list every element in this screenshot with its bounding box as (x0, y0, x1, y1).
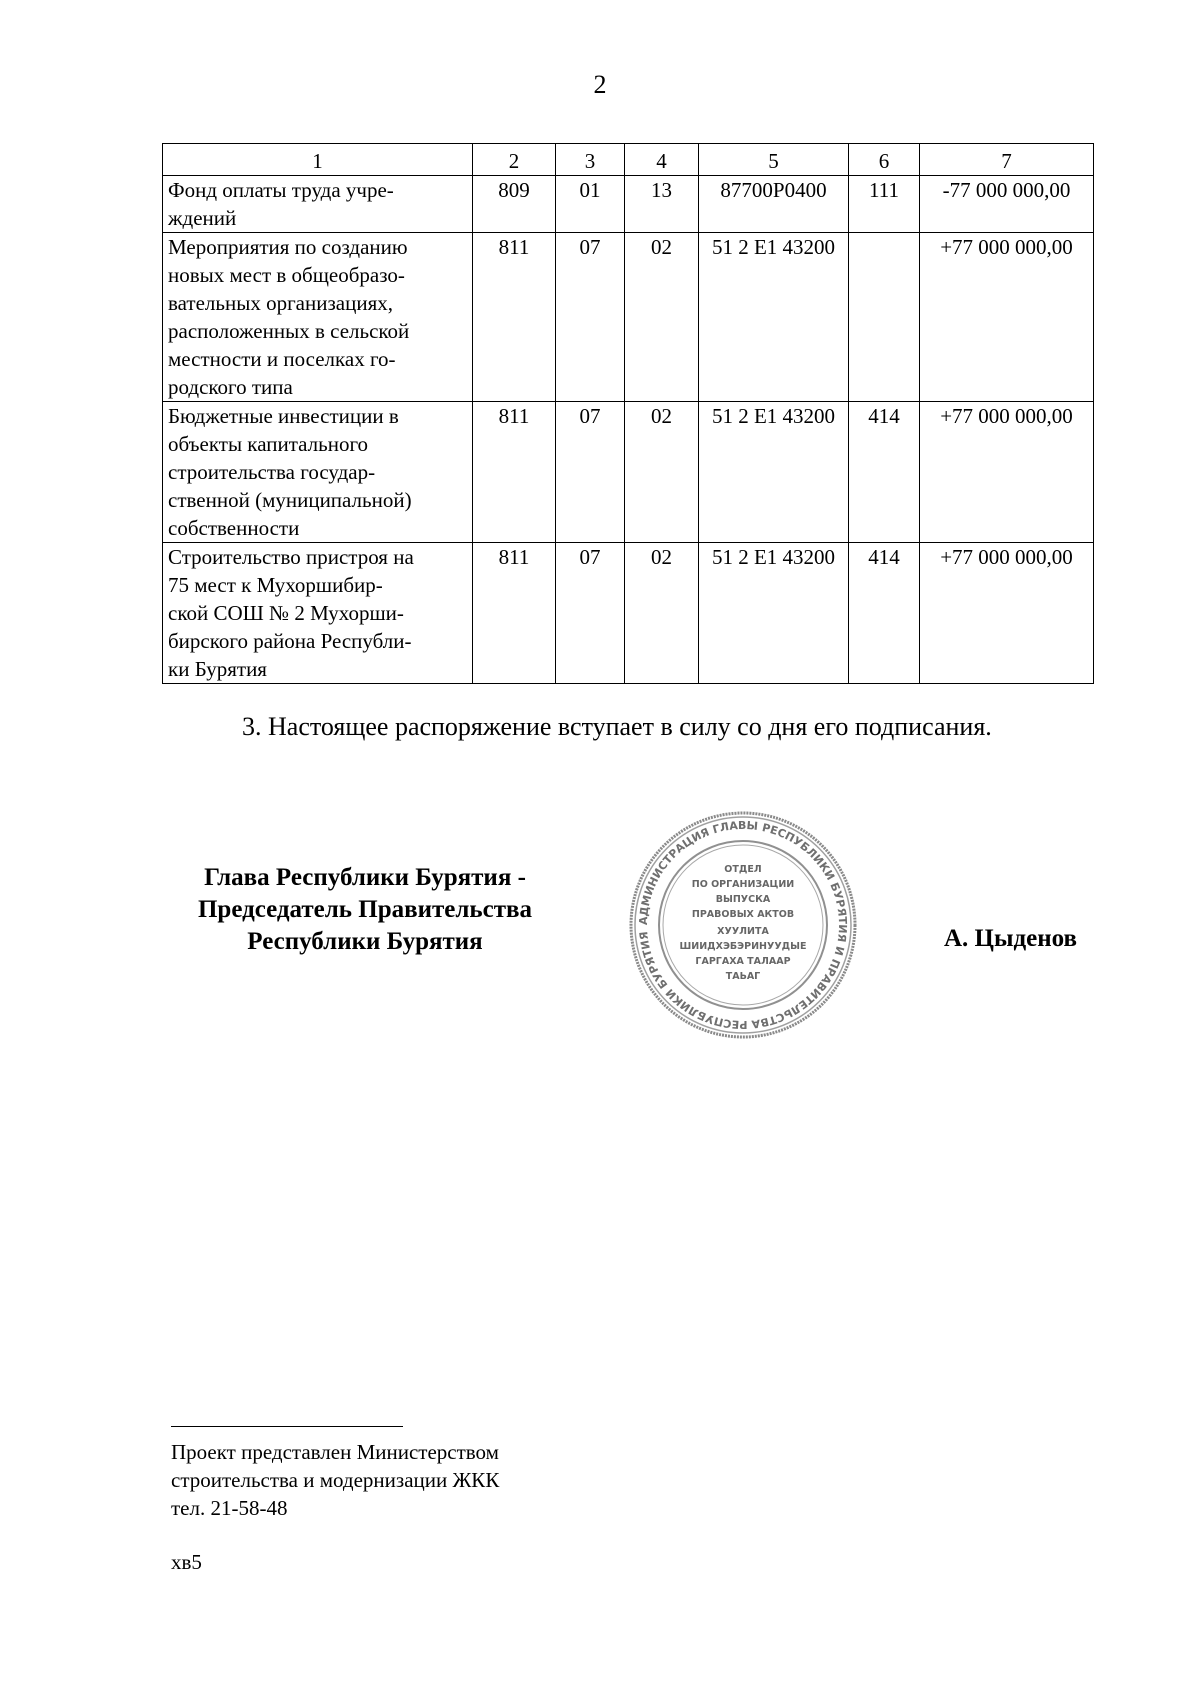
target-article-cell: 51 2 Е1 43200 (699, 402, 849, 543)
signatory-title-line: Республики Бурятия (247, 928, 483, 955)
footnote-line: Проект представлен Министерством (171, 1440, 499, 1464)
seal-ring-text: АДМИНИСТРАЦИЯ ГЛАВЫ РЕСПУБЛИКИ БУРЯТИЯ И ПРАВИТЕЛЬСТВА РЕСПУБЛИКИ БУРЯТИЯ (636, 818, 850, 1032)
amount-cell: -77 000 000,00 (920, 176, 1094, 233)
subsection-code-cell: 13 (625, 176, 699, 233)
ministry-code-cell: 811 (473, 402, 556, 543)
clause-text: 3. Настоящее распоряжение вступает в силу со дня его подписания. (242, 712, 992, 741)
document-code: хв5 (171, 1550, 202, 1574)
column-header: 6 (849, 144, 920, 176)
signatory-name: А. Цыденов (944, 925, 1078, 952)
seal-center-line: ХУУЛИТА (717, 926, 769, 937)
seal-center-line: ТАЬАГ (725, 971, 761, 982)
expense-type-cell: 414 (849, 402, 920, 543)
section-code-cell: 07 (556, 233, 625, 402)
footnote-line: строительства и модернизации ЖКК (171, 1468, 500, 1492)
ministry-code-cell: 811 (473, 543, 556, 684)
footnote-line: тел. 21-58-48 (171, 1496, 288, 1520)
signatory-title-line: Председатель Правительства (197, 896, 533, 923)
budget-table (162, 143, 1094, 684)
target-article-cell: 87700Р0400 (699, 176, 849, 233)
amount-cell: +77 000 000,00 (920, 402, 1094, 543)
expense-type-cell (849, 233, 920, 402)
amount-cell: +77 000 000,00 (920, 233, 1094, 402)
seal-center-line: ПРАВОВЫХ АКТОВ (691, 909, 795, 920)
row-name-cell: Фонд оплаты труда учре- ждений (163, 176, 473, 233)
signatory-title (160, 862, 570, 958)
section-code-cell: 07 (556, 543, 625, 684)
column-header: 1 (163, 144, 473, 176)
section-code-cell: 01 (556, 176, 625, 233)
subsection-code-cell: 02 (625, 402, 699, 543)
ministry-code-cell: 809 (473, 176, 556, 233)
official-seal (628, 810, 858, 1040)
seal-center-line: ШИИДХЭБЭРИНУУДЫЕ (679, 941, 807, 952)
table-row (163, 233, 1094, 402)
footnote-divider (171, 1426, 403, 1427)
column-header: 7 (920, 144, 1094, 176)
table-row (163, 543, 1094, 684)
expense-type-cell: 111 (849, 176, 920, 233)
footnote (171, 1438, 499, 1522)
section-code-cell: 07 (556, 402, 625, 543)
svg-text:АДМИНИСТРАЦИЯ ГЛАВЫ РЕСПУБЛИКИ (637, 819, 849, 1031)
amount-cell: +77 000 000,00 (920, 543, 1094, 684)
column-header: 2 (473, 144, 556, 176)
subsection-code-cell: 02 (625, 543, 699, 684)
seal-center-line: ВЫПУСКА (715, 894, 771, 905)
subsection-code-cell: 02 (625, 233, 699, 402)
table-header-row (163, 144, 1094, 176)
target-article-cell: 51 2 Е1 43200 (699, 543, 849, 684)
ministry-code-cell: 811 (473, 233, 556, 402)
column-header: 5 (699, 144, 849, 176)
table-row (163, 402, 1094, 543)
seal-center-line: ОТДЕЛ (724, 864, 762, 875)
table-row (163, 176, 1094, 233)
column-header: 3 (556, 144, 625, 176)
target-article-cell: 51 2 Е1 43200 (699, 233, 849, 402)
signatory-title-line: Глава Республики Бурятия - (204, 864, 526, 891)
row-name-cell: Бюджетные инвестиции в объекты капитального строительства государ- ственной (муниципальной) собственности (163, 402, 473, 543)
row-name-cell: Мероприятия по созданию новых мест в общеобразо- вательных организациях, расположенных в сельской местности и поселках го- родского типа (163, 233, 473, 402)
page-number: 2 (593, 70, 607, 99)
seal-center-line: ГАРГАХА ТАЛААР (695, 956, 791, 967)
expense-type-cell: 414 (849, 543, 920, 684)
row-name-cell: Строительство пристроя на 75 мест к Мухоршибир- ской СОШ № 2 Мухорши- бирского района Республи- ки Бурятия (163, 543, 473, 684)
seal-center-line: ПО ОРГАНИЗАЦИИ (691, 879, 795, 890)
column-header: 4 (625, 144, 699, 176)
